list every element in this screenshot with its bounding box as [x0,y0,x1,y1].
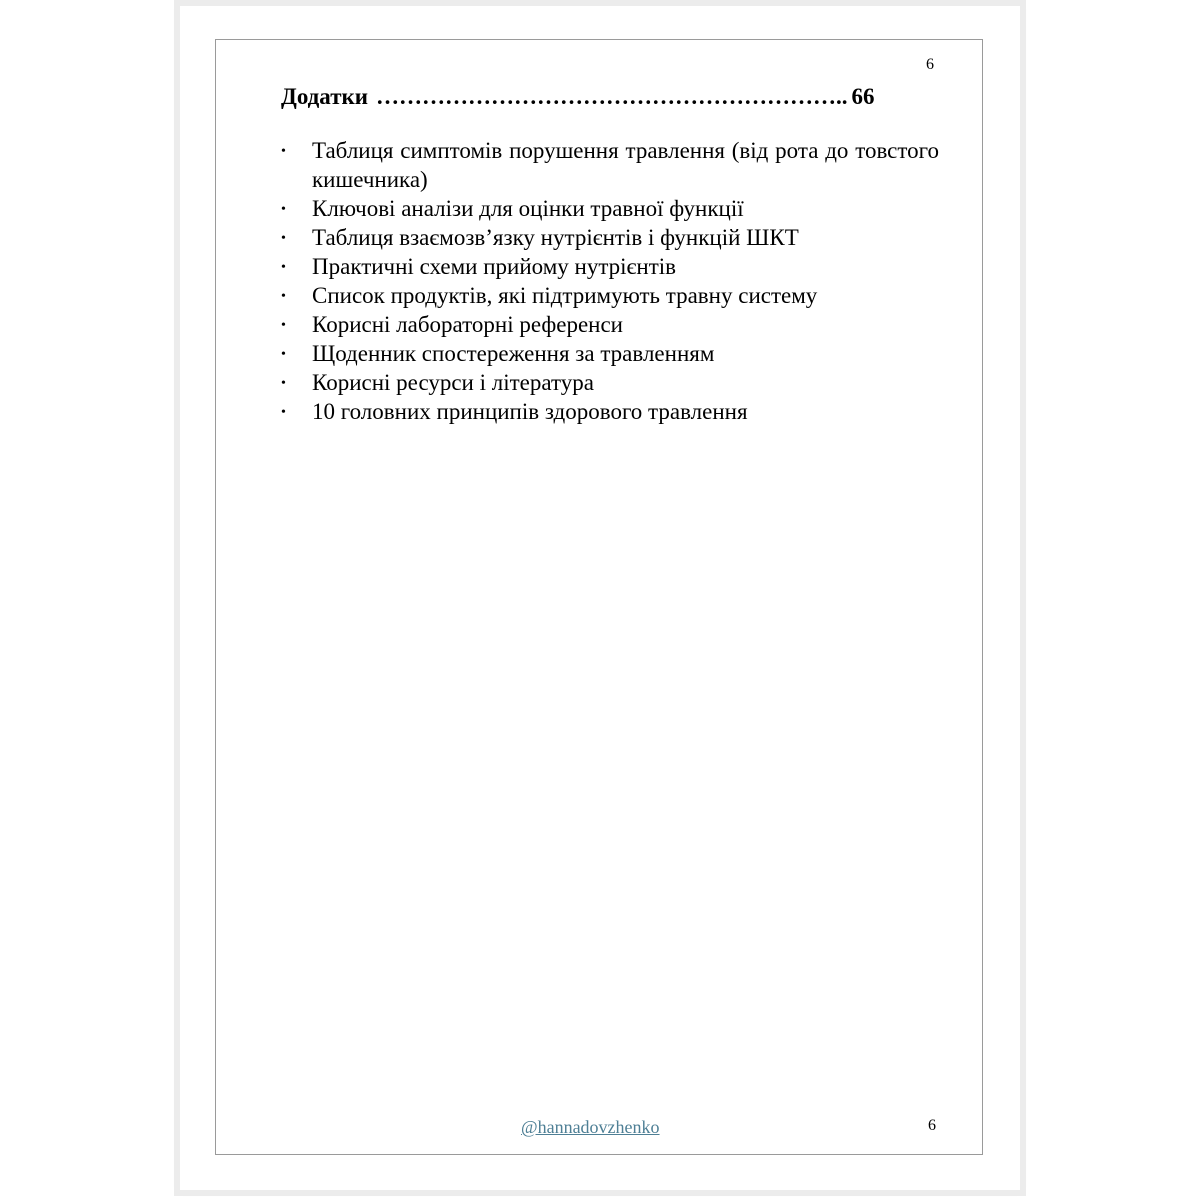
list-item-text: Корисні ресурси і література [312,370,594,395]
list-item [275,397,939,426]
bullet-icon: • [281,405,286,420]
list-item-text: Щоденник спостереження за травленням [312,341,715,366]
appendix-list [275,136,939,426]
bullet-icon: • [281,260,286,275]
toc-entry-page: 66 [851,84,875,109]
bullet-icon: • [281,347,286,362]
list-item [275,281,939,310]
list-item-text: Таблиця взаємозв’язку нутрієнтів і функцій ШКТ [312,225,799,250]
list-item-text: Ключові аналізи для оцінки травної функції [312,196,744,221]
footer-handle-link[interactable]: @hannadovzhenko [521,1117,660,1137]
list-item-text: Практичні схеми прийому нутрієнтів [312,254,677,279]
toc-entry-appendices [281,84,939,110]
toc-leader-dots: …………………………………………………….. [376,84,848,109]
bullet-icon: • [281,289,286,304]
toc-entry-title: Додатки [281,84,369,109]
list-item [275,310,939,339]
list-item [275,252,939,281]
list-item-text: Список продуктів, які підтримують травну систему [312,283,818,308]
list-item [275,136,939,194]
bullet-icon: • [281,376,286,391]
list-item [275,223,939,252]
header-page-number: 6 [926,56,934,73]
list-item-text: Корисні лабораторні референси [312,312,623,337]
list-item-text: 10 головних принципів здорового травлення [312,399,748,424]
bullet-icon: • [281,318,286,333]
bullet-icon: • [281,202,286,217]
list-item-text: Таблиця симптомів порушення травлення (від рота до товстого кишечника) [312,138,939,192]
bullet-icon: • [281,144,286,159]
list-item [275,194,939,223]
list-item [275,339,939,368]
list-item [275,368,939,397]
bullet-icon: • [281,231,286,246]
footer-page-number: 6 [928,1117,936,1134]
